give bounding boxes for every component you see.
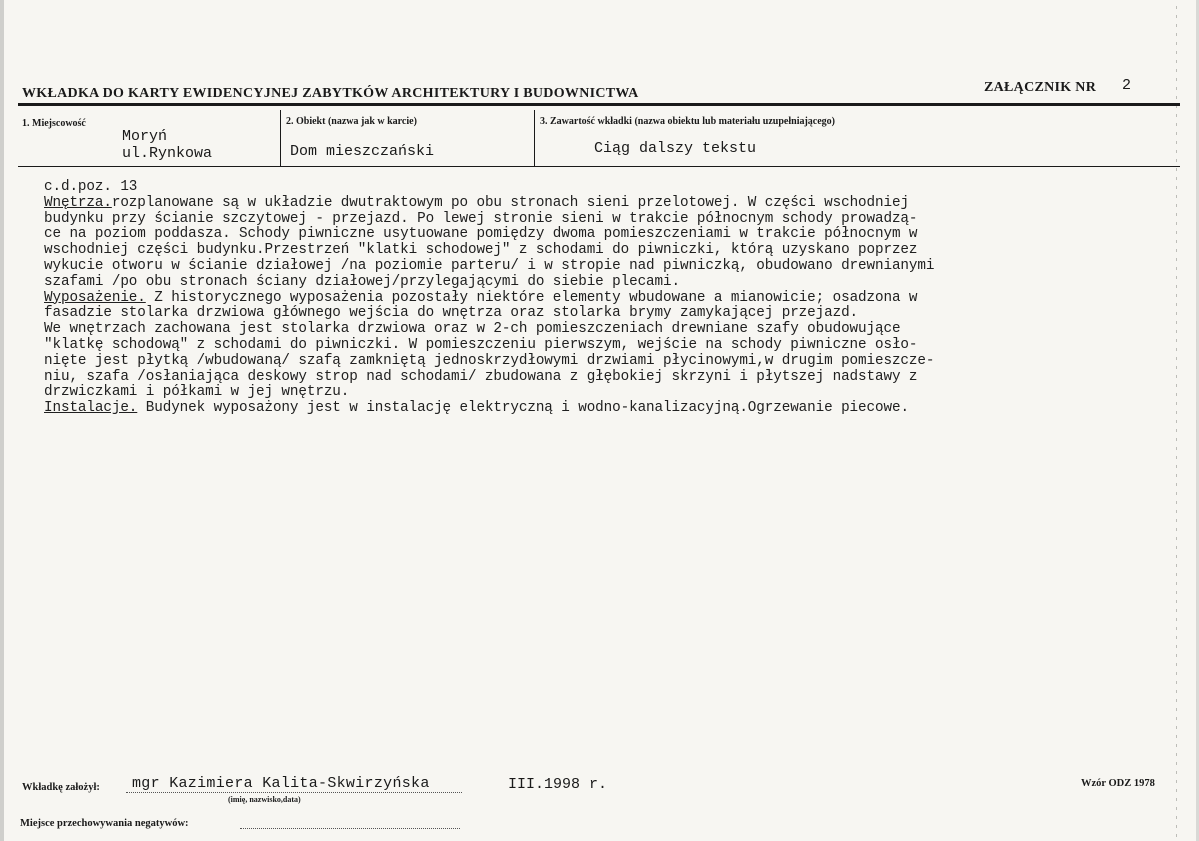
location-value [122, 128, 212, 162]
body-line-text: Budynek wyposażony jest w instalację elektryczną i wodno-kanalizacyjną.Ogrzewanie piecowe. [137, 400, 909, 417]
annex-number: 2 [1122, 77, 1132, 94]
storage-dotted-line [240, 828, 460, 829]
annex-label: ZAŁĄCZNIK NR [984, 80, 1097, 95]
location-town: Moryń [122, 128, 168, 145]
body-line: drzwiczkami i półkami w jej wnętrzu. [44, 384, 350, 401]
header-rule [18, 103, 1180, 106]
section-heading-installations: Instalacje. [44, 400, 138, 417]
storage-label: Miejsce przechowywania negatywów: [20, 818, 189, 829]
body-line: niu, szafa /osłaniająca deskowy strop nad schodami/ zbudowana z głębokiej skrzyni i płytszej nadstawy z [44, 368, 918, 385]
body-line: "klatkę schodową" z schodami do piwniczki. W pomieszczeniu pierwszym, wejście na schody piwniczne osło- [44, 336, 918, 353]
body-line-text: Z historycznego wyposażenia pozostały niektóre elementy wbudowane a mianowicie; osadzona w [145, 289, 918, 306]
page-edge-left [0, 0, 4, 841]
object-cell [280, 110, 535, 166]
body-line: fasadzie stolarka drzwiowa głównego wejścia do wnętrza oraz stolarka brymy zamykającej przejazd. [44, 305, 859, 322]
body-line: budynku przy ścianie szczytowej - przejazd. Po lewej stronie sieni w trakcie północnym schody prowadzą- [44, 210, 918, 227]
body-line-text: rozplanowane są w układzie dwutraktowym po obu stronach sieni przelotowej. W części wschodniej [111, 194, 909, 211]
location-cell [18, 110, 281, 166]
header-fields-table [18, 110, 1180, 167]
location-street: ul.Rynkowa [122, 145, 213, 162]
founder-label: Wkładkę założył: [22, 782, 100, 793]
form-title: WKŁADKA DO KARTY EWIDENCYJNEJ ZABYTKÓW ARCHITEKTURY I BUDOWNICTWA [22, 86, 639, 101]
object-label: 2. Obiekt (nazwa jak w karcie) [286, 116, 417, 127]
contents-label: 3. Zawartość wkładki (nazwa obiektu lub materiału uzupełniającego) [540, 116, 836, 127]
body-line: c.d.poz. 13 [44, 179, 138, 195]
object-value: Dom mieszczański [290, 143, 435, 160]
founder-date: III.1998 r. [508, 776, 608, 793]
body-line [44, 291, 1164, 307]
body-line: wschodniej części budynku.Przestrzeń "klatki schodowej" z schodami do piwniczki, którą uzyskano poprzez [44, 242, 918, 259]
typed-body-text [44, 180, 1164, 417]
body-line: wykucie otworu w ścianie działowej /na poziomie parteru/ i w stropie nad piwniczką, obudowano drewnianymi [44, 257, 935, 274]
location-label: 1. Miejscowość [22, 118, 86, 129]
section-heading-furnishings: Wyposażenie. [44, 289, 146, 306]
founder-name: mgr Kazimiera Kalita-Skwirzyńska [132, 775, 430, 792]
contents-value: Ciąg dalszy tekstu [594, 140, 757, 157]
founder-dotted-line [126, 792, 462, 793]
body-line: nięte jest płytką /wbudowaną/ szafą zamkniętą jednoskrzydłowymi drzwiami płycinowymi,w drugim pomieszcze- [44, 352, 935, 369]
body-line [44, 401, 1164, 417]
section-heading-interiors: Wnętrza. [44, 194, 112, 211]
contents-cell [534, 110, 1180, 166]
body-line: szafami /po obu stronach ściany działowej/przylegającymi do siebie plecami. [44, 273, 680, 290]
founder-hint: (imię, nazwisko,data) [228, 795, 301, 804]
template-label: Wzór ODZ 1978 [1081, 778, 1155, 789]
body-line [44, 196, 1164, 212]
body-line: We wnętrzach zachowana jest stolarka drzwiowa oraz w 2-ch pomieszczeniach drewniane szafy obudowujące [44, 321, 901, 338]
body-line: ce na poziom poddasza. Schody piwniczne usytuowane pomiędzy dwoma pomieszczeniami w trakcie północnym w [44, 226, 918, 243]
